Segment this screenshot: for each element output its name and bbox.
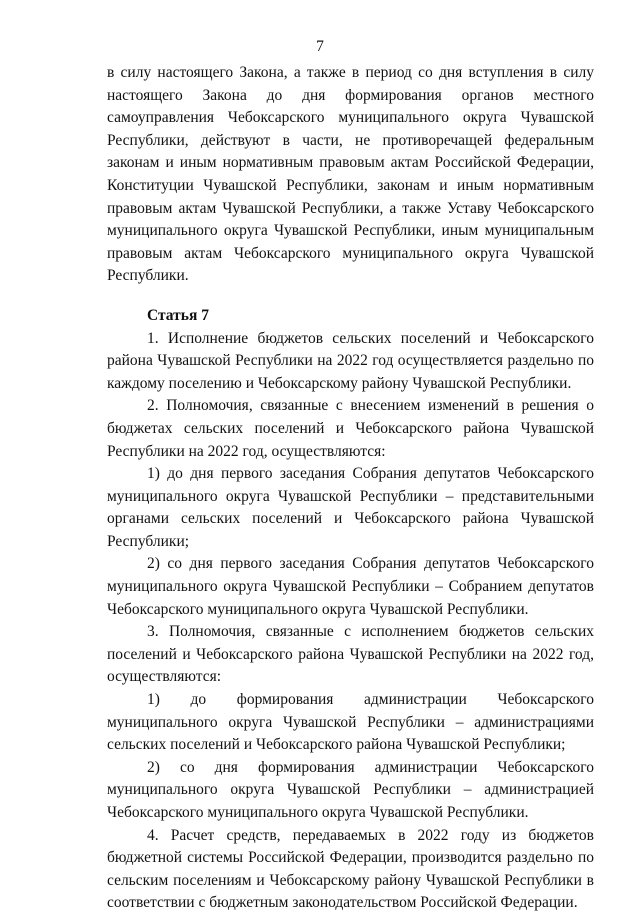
article-paragraph-1: 1. Исполнение бюджетов сельских поселений и Чебоксарского района Чувашской Республики на 2022 год осуществляется раздельно по каждому поселению и Чебоксарскому району Чувашской Республики.: [107, 329, 594, 392]
continuation-paragraph: в силу настоящего Закона, а также в период со дня вступления в силу настоящего Закона до дня формирования органов местного самоуправления Чебоксарского муниципального округа Чувашской Республики, действуют в части, не противоречащей федеральным законам и иным нормативным правовым актам Российской Федерации, Конституции Чувашской Республики, законам и иным нормативным правовым актам Чувашской Республики, а также Уставу Чебоксарского муниципального округа Чувашской Республики, иным муниципальным правовым актам Чебоксарского муниципального округа Чувашской Республики.: [107, 64, 594, 285]
article-paragraph-3: 3. Полномочия, связанные с исполнением бюджетов сельских поселений и Чебоксарского района Чувашской Республики на 2022 год, осуществляются:: [107, 623, 594, 686]
page-number: 7: [316, 38, 324, 55]
article-subitem-2-2: 2) со дня первого заседания Собрания депутатов Чебоксарского муниципального округа Чувашской Республики – Собранием депутатов Чебоксарского муниципального округа Чувашской Республики.: [107, 555, 594, 618]
document-body: [107, 62, 594, 915]
article-heading: Статья 7: [147, 306, 209, 324]
article-paragraph-2: 2. Полномочия, связанные с внесением изменений в решения о бюджетах сельских поселений и Чебоксарского района Чувашской Республики на 2022 год, осуществляются:: [107, 397, 594, 460]
article-subitem-2-1: 1) до дня первого заседания Собрания депутатов Чебоксарского муниципального округа Чувашской Республики – представительными органами сельских поселений и Чебоксарского района Чувашской Республики;: [107, 465, 594, 550]
article-paragraph-4: 4. Расчет средств, передаваемых в 2022 году из бюджетов бюджетной системы Российской Федерации, производится раздельно по сельским поселениям и Чебоксарскому району Чувашской Республики в соответствии с бюджетным законодательством Российской Федерации.: [107, 826, 594, 912]
article-subitem-3-2: 2) со дня формирования администрации Чебоксарского муниципального округа Чувашской Республики – администрацией Чебоксарского муниципального округа Чувашской Республики.: [107, 758, 594, 821]
article-subitem-3-1: 1) до формирования администрации Чебоксарского муниципального округа Чувашской Республики – администрациями сельских поселений и Чебоксарского района Чувашской Республики;: [107, 691, 594, 754]
